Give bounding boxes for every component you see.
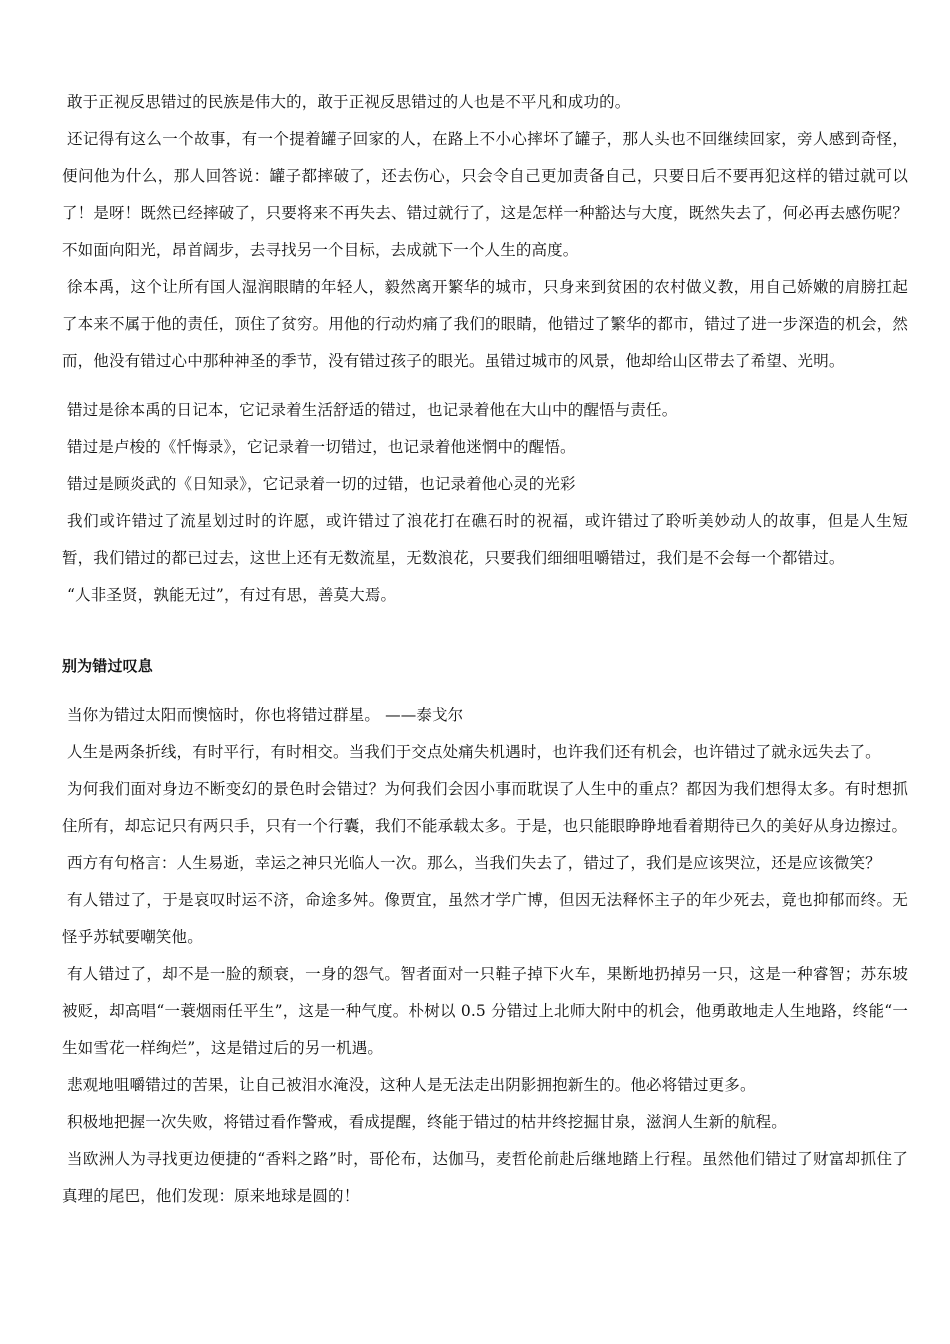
paragraph: 人生是两条折线，有时平行，有时相交。当我们于交点处痛失机遇时，也许我们还有机会，也许错过了就永远失去了。 <box>67 743 881 761</box>
paragraph: 错过是顾炎武的《日知录》，它记录着一切的过错，也记录着他心灵的光彩 <box>67 475 576 493</box>
paragraph: 有人错过了，却不是一脸的颓衰，一身的怨气。智者面对一只鞋子掉下火车，果断地扔掉另一只，这是一种睿智；苏东坡被贬，却高唱“一蓑烟雨任平生”，这是一种气度。朴树以 0.5 分错过上北师大附中的机会，他勇敢地走人生地路，终能“一生如雪花一样绚烂”，这是错过后的另一机遇。 <box>62 965 908 1057</box>
paragraph: 西方有句格言：人生易逝，幸运之神只光临人一次。那么，当我们失去了，错过了，我们是应该哭泣，还是应该微笑？ <box>67 854 881 872</box>
paragraph: 我们或许错过了流星划过时的许愿，或许错过了浪花打在礁石时的祝福，或许错过了聆听美妙动人的故事，但是人生短暂，我们错过的都已过去，这世上还有无数流星，无数浪花，只要我们细细咀嚼错过，我们是不会每一个都错过。 <box>62 512 908 567</box>
spacer <box>62 380 908 392</box>
spacer <box>62 614 908 648</box>
epigraph: 当你为错过太阳而懊恼时，你也将错过群星。 ——泰戈尔 <box>67 706 464 724</box>
essay-title: 别为错过叹息 <box>62 657 153 675</box>
paragraph: 错过是徐本禹的日记本，它记录着生活舒适的错过，也记录着他在大山中的醒悟与责任。 <box>67 401 678 419</box>
paragraph: 徐本禹，这个让所有国人湿润眼睛的年轻人，毅然离开繁华的城市，只身来到贫困的农村做义教，用自己娇嫩的肩膀扛起了本来不属于他的责任，顶住了贫穷。用他的行动灼痛了我们的眼睛，他错过了繁华的都市，错过了进一步深造的机会，然而，他没有错过心中那种神圣的季节，没有错过孩子的眼光。虽错过城市的风景，他却给山区带去了希望、光明。 <box>62 278 908 370</box>
paragraph: 悲观地咀嚼错过的苦果，让自己被泪水淹没，这种人是无法走出阴影拥抱新生的。他必将错过更多。 <box>67 1076 756 1094</box>
paragraph: 错过是卢梭的《忏悔录》，它记录着一切错过，也记录着他迷惘中的醒悟。 <box>67 438 576 456</box>
paragraph: 敢于正视反思错过的民族是伟大的，敢于正视反思错过的人也是不平凡和成功的。 <box>67 93 631 111</box>
paragraph: 当欧洲人为寻找更边便捷的“香料之路”时，哥伦布，达伽马，麦哲伦前赴后继地踏上行程。虽然他们错过了财富却抓住了真理的尾巴，他们发现：原来地球是圆的！ <box>62 1150 908 1205</box>
paragraph: 积极地把握一次失败，将错过看作警戒，看成提醒，终能于错过的枯井终挖掘甘泉，滋润人生新的航程。 <box>67 1113 787 1131</box>
document-body <box>62 84 908 1215</box>
paragraph: 还记得有这么一个故事，有一个提着罐子回家的人，在路上不小心摔坏了罐子，那人头也不回继续回家，旁人感到奇怪，便问他为什么，那人回答说：罐子都摔破了，还去伤心，只会令自己更加责备自己，只要日后不要再犯这样的错过就可以了！是呀！既然已经摔破了，只要将来不再失去、错过就行了，这是怎样一种豁达与大度，既然失去了，何必再去感伤呢？不如面向阳光，昂首阔步，去寻找另一个目标，去成就下一个人生的高度。 <box>62 130 908 259</box>
paragraph: 为何我们面对身边不断变幻的景色时会错过？为何我们会因小事而耽误了人生中的重点？都因为我们想得太多。有时想抓住所有，却忘记只有两只手，只有一个行囊，我们不能承载太多。于是，也只能眼睁睁地看着期待已久的美好从身边擦过。 <box>62 780 908 835</box>
spacer <box>62 685 908 697</box>
paragraph: “人非圣贤，孰能无过”，有过有思，善莫大焉。 <box>67 586 397 604</box>
paragraph: 有人错过了，于是哀叹时运不济，命途多舛。像贾宜，虽然才学广博，但因无法释怀主子的年少死去，竟也抑郁而终。无怪乎苏轼要嘲笑他。 <box>62 891 908 946</box>
